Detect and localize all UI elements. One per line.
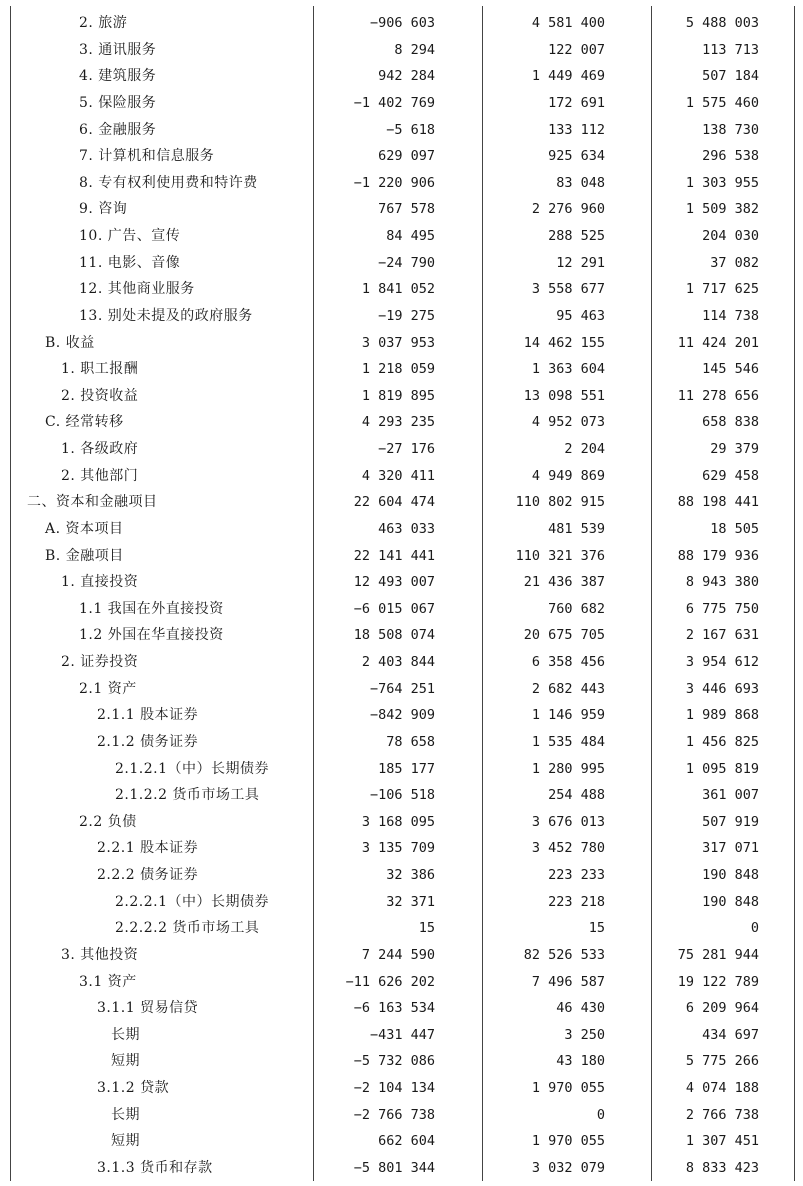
row-label: 6. 金融服务 (79, 121, 157, 138)
value-col-3: 190 848 (702, 867, 759, 884)
value-col-3: 8 943 380 (685, 574, 759, 591)
value-col-2: 14 462 155 (523, 334, 605, 351)
value-col-2: 1 146 959 (531, 707, 605, 724)
value-col-2: 254 488 (548, 787, 605, 804)
value-col-1: 463 033 (378, 520, 435, 537)
value-col-2: 20 675 705 (523, 627, 605, 644)
row-label: 2.2.2.1（中）长期债券 (115, 893, 269, 910)
value-col-3: 190 848 (702, 893, 759, 910)
value-col-3: 11 278 656 (677, 387, 759, 404)
row-label: B. 金融项目 (45, 547, 124, 564)
row-label: 12. 其他商业服务 (79, 281, 195, 298)
value-col-3: 0 (750, 920, 759, 937)
row-label: 短期 (111, 1053, 140, 1070)
value-col-2: 122 007 (548, 41, 605, 58)
value-col-2: 13 098 551 (523, 387, 605, 404)
value-col-2: 3 558 677 (531, 281, 605, 298)
value-col-3: 18 505 (710, 520, 759, 537)
row-label: 2. 证券投资 (61, 654, 139, 671)
value-col-3: 138 730 (702, 121, 759, 138)
value-col-2: 3 676 013 (531, 813, 605, 830)
value-col-2: 110 802 915 (515, 494, 605, 511)
value-col-3: 3 446 693 (685, 680, 759, 697)
value-col-2: 21 436 387 (523, 574, 605, 591)
value-col-3: 113 713 (702, 41, 759, 58)
value-col-1: 8 294 (394, 41, 435, 58)
value-col-3: 629 458 (702, 467, 759, 484)
row-label: 短期 (111, 1133, 140, 1150)
value-col-3: 88 198 441 (677, 494, 759, 511)
value-col-1: 7 244 590 (361, 946, 435, 963)
value-col-2: 1 449 469 (531, 68, 605, 85)
value-col-1: 662 604 (378, 1133, 435, 1150)
value-col-1: −764 251 (369, 680, 435, 697)
value-col-2: 0 (596, 1106, 605, 1123)
value-col-3: 1 095 819 (685, 760, 759, 777)
value-col-3: 317 071 (702, 840, 759, 857)
row-label: 1.1 我国在外直接投资 (79, 600, 224, 617)
value-col-1: 4 320 411 (361, 467, 435, 484)
value-col-1: −431 447 (369, 1026, 435, 1043)
value-col-1: 942 284 (378, 68, 435, 85)
row-label: 2.1.1 股本证券 (97, 707, 199, 724)
row-label: 2. 旅游 (79, 15, 128, 31)
row-label: 长期 (111, 1106, 140, 1123)
value-col-2: 95 463 (556, 307, 605, 324)
row-label: 2.2.1 股本证券 (97, 840, 199, 857)
value-col-3: 11 424 201 (677, 334, 759, 351)
value-col-1: −2 104 134 (353, 1080, 435, 1097)
value-col-3: 1 307 451 (685, 1133, 759, 1150)
value-col-3: 434 697 (702, 1026, 759, 1043)
value-col-3: 3 954 612 (685, 654, 759, 671)
row-label: 1. 各级政府 (61, 441, 139, 458)
row-label: 长期 (111, 1026, 140, 1043)
value-col-1: −6 015 067 (353, 600, 435, 617)
value-col-3: 1 509 382 (685, 201, 759, 218)
value-col-1: 3 168 095 (361, 813, 435, 830)
balance-of-payments-table (10, 6, 795, 1181)
value-col-3: 507 919 (702, 813, 759, 830)
row-label: 2.1.2.2 货币市场工具 (115, 787, 260, 804)
value-col-1: 78 658 (386, 733, 435, 750)
row-label: 4. 建筑服务 (79, 68, 157, 85)
value-col-2: 4 581 400 (531, 15, 605, 31)
row-label: 10. 广告、宣传 (79, 228, 181, 245)
value-col-1: −6 163 534 (353, 1000, 435, 1017)
value-col-1: −1 402 769 (353, 94, 435, 111)
row-label: 5. 保险服务 (79, 94, 157, 111)
value-col-2: 3 250 (564, 1026, 605, 1043)
value-col-3: 1 456 825 (685, 733, 759, 750)
value-col-1: 1 218 059 (361, 361, 435, 378)
value-col-2: 15 (588, 920, 605, 937)
value-col-3: 361 007 (702, 787, 759, 804)
row-label: 2.1.2 债务证券 (97, 733, 199, 750)
row-label: 1. 职工报酬 (61, 361, 139, 378)
row-label: 1. 直接投资 (61, 574, 139, 591)
value-col-3: 4 074 188 (685, 1080, 759, 1097)
value-col-1: −11 626 202 (345, 973, 435, 990)
row-label: 2.1.2.1（中）长期债券 (115, 760, 269, 777)
value-col-3: 8 833 423 (685, 1160, 759, 1176)
value-col-3: 204 030 (702, 228, 759, 245)
value-col-2: 223 218 (548, 893, 605, 910)
value-col-3: 5 775 266 (685, 1053, 759, 1070)
row-label: 3.1.2 贷款 (97, 1080, 170, 1097)
value-col-1: −5 618 (386, 121, 435, 138)
value-col-2: 2 682 443 (531, 680, 605, 697)
value-col-1: 32 371 (386, 893, 435, 910)
value-col-2: 6 358 456 (531, 654, 605, 671)
value-col-1: 3 135 709 (361, 840, 435, 857)
value-col-2: 12 291 (556, 254, 605, 271)
value-col-2: 3 032 079 (531, 1160, 605, 1176)
value-col-2: 1 363 604 (531, 361, 605, 378)
value-col-1: 1 819 895 (361, 387, 435, 404)
value-col-3: 88 179 936 (677, 547, 759, 564)
row-label: 2.1 资产 (79, 680, 137, 697)
value-col-3: 37 082 (710, 254, 759, 271)
value-col-2: 288 525 (548, 228, 605, 245)
value-col-2: 4 949 869 (531, 467, 605, 484)
value-col-2: 925 634 (548, 148, 605, 165)
value-col-1: 84 495 (386, 228, 435, 245)
row-label: 2.2 负债 (79, 813, 137, 830)
row-label: B. 收益 (45, 334, 95, 351)
value-col-3: 2 766 738 (685, 1106, 759, 1123)
value-col-1: −5 732 086 (353, 1053, 435, 1070)
row-label: 2.2.2 债务证券 (97, 867, 199, 884)
value-col-1: −842 909 (369, 707, 435, 724)
row-label: 3. 其他投资 (61, 946, 139, 963)
value-col-1: 2 403 844 (361, 654, 435, 671)
value-col-2: 43 180 (556, 1053, 605, 1070)
value-col-1: −906 603 (369, 15, 435, 31)
row-label: 2. 投资收益 (61, 387, 139, 404)
value-col-2: 46 430 (556, 1000, 605, 1017)
value-col-2: 82 526 533 (523, 946, 605, 963)
value-col-2: 7 496 587 (531, 973, 605, 990)
value-col-2: 2 204 (564, 441, 605, 458)
row-label: C. 经常转移 (45, 414, 124, 431)
value-col-3: 29 379 (710, 441, 759, 458)
value-col-1: −24 790 (378, 254, 435, 271)
row-label: 13. 别处未提及的政府服务 (79, 307, 253, 324)
value-col-2: 3 452 780 (531, 840, 605, 857)
value-col-1: −2 766 738 (353, 1106, 435, 1123)
value-col-2: 2 276 960 (531, 201, 605, 218)
value-col-2: 223 233 (548, 867, 605, 884)
value-col-2: 83 048 (556, 174, 605, 191)
value-col-2: 481 539 (548, 520, 605, 537)
row-label: 11. 电影、音像 (79, 254, 181, 271)
value-col-3: 75 281 944 (677, 946, 759, 963)
value-col-3: 1 989 868 (685, 707, 759, 724)
row-label: 7. 计算机和信息服务 (79, 148, 215, 165)
value-col-2: 1 970 055 (531, 1080, 605, 1097)
value-col-2: 172 691 (548, 94, 605, 111)
value-col-1: 185 177 (378, 760, 435, 777)
row-label: 3.1.1 贸易信贷 (97, 1000, 199, 1017)
value-col-2: 1 535 484 (531, 733, 605, 750)
value-col-1: 767 578 (378, 201, 435, 218)
row-label: A. 资本项目 (45, 520, 124, 537)
value-col-3: 114 738 (702, 307, 759, 324)
row-label: 3. 通讯服务 (79, 41, 157, 58)
value-col-1: 12 493 007 (353, 574, 435, 591)
row-label: 1.2 外国在华直接投资 (79, 627, 224, 644)
row-label: 3.1.3 货币和存款 (97, 1160, 213, 1176)
value-col-1: 22 141 441 (353, 547, 435, 564)
value-col-1: 1 841 052 (361, 281, 435, 298)
row-label: 8. 专有权利使用费和特许费 (79, 174, 258, 191)
value-col-1: 18 508 074 (353, 627, 435, 644)
value-col-3: 5 488 003 (685, 15, 759, 31)
value-col-3: 507 184 (702, 68, 759, 85)
value-col-3: 1 575 460 (685, 94, 759, 111)
row-label: 二、资本和金融项目 (27, 494, 158, 511)
row-label: 2. 其他部门 (61, 467, 139, 484)
value-col-1: −106 518 (369, 787, 435, 804)
value-col-1: −5 801 344 (353, 1160, 435, 1176)
value-col-3: 296 538 (702, 148, 759, 165)
row-label: 9. 咨询 (79, 201, 128, 218)
value-col-3: 6 775 750 (685, 600, 759, 617)
value-col-1: 32 386 (386, 867, 435, 884)
row-label: 3.1 资产 (79, 973, 137, 990)
value-col-3: 1 717 625 (685, 281, 759, 298)
value-col-1: 3 037 953 (361, 334, 435, 351)
value-col-2: 1 970 055 (531, 1133, 605, 1150)
value-col-2: 4 952 073 (531, 414, 605, 431)
value-col-2: 760 682 (548, 600, 605, 617)
value-col-1: −27 176 (378, 441, 435, 458)
value-col-1: 4 293 235 (361, 414, 435, 431)
row-label: 2.2.2.2 货币市场工具 (115, 920, 260, 937)
value-col-1: 15 (418, 920, 435, 937)
value-col-2: 133 112 (548, 121, 605, 138)
value-col-3: 658 838 (702, 414, 759, 431)
value-col-3: 1 303 955 (685, 174, 759, 191)
value-col-3: 2 167 631 (685, 627, 759, 644)
value-col-1: −1 220 906 (353, 174, 435, 191)
value-col-3: 145 546 (702, 361, 759, 378)
value-col-1: −19 275 (378, 307, 435, 324)
value-col-3: 6 209 964 (685, 1000, 759, 1017)
value-col-3: 19 122 789 (677, 973, 759, 990)
value-col-1: 22 604 474 (353, 494, 435, 511)
value-col-2: 1 280 995 (531, 760, 605, 777)
value-col-2: 110 321 376 (515, 547, 605, 564)
value-col-1: 629 097 (378, 148, 435, 165)
